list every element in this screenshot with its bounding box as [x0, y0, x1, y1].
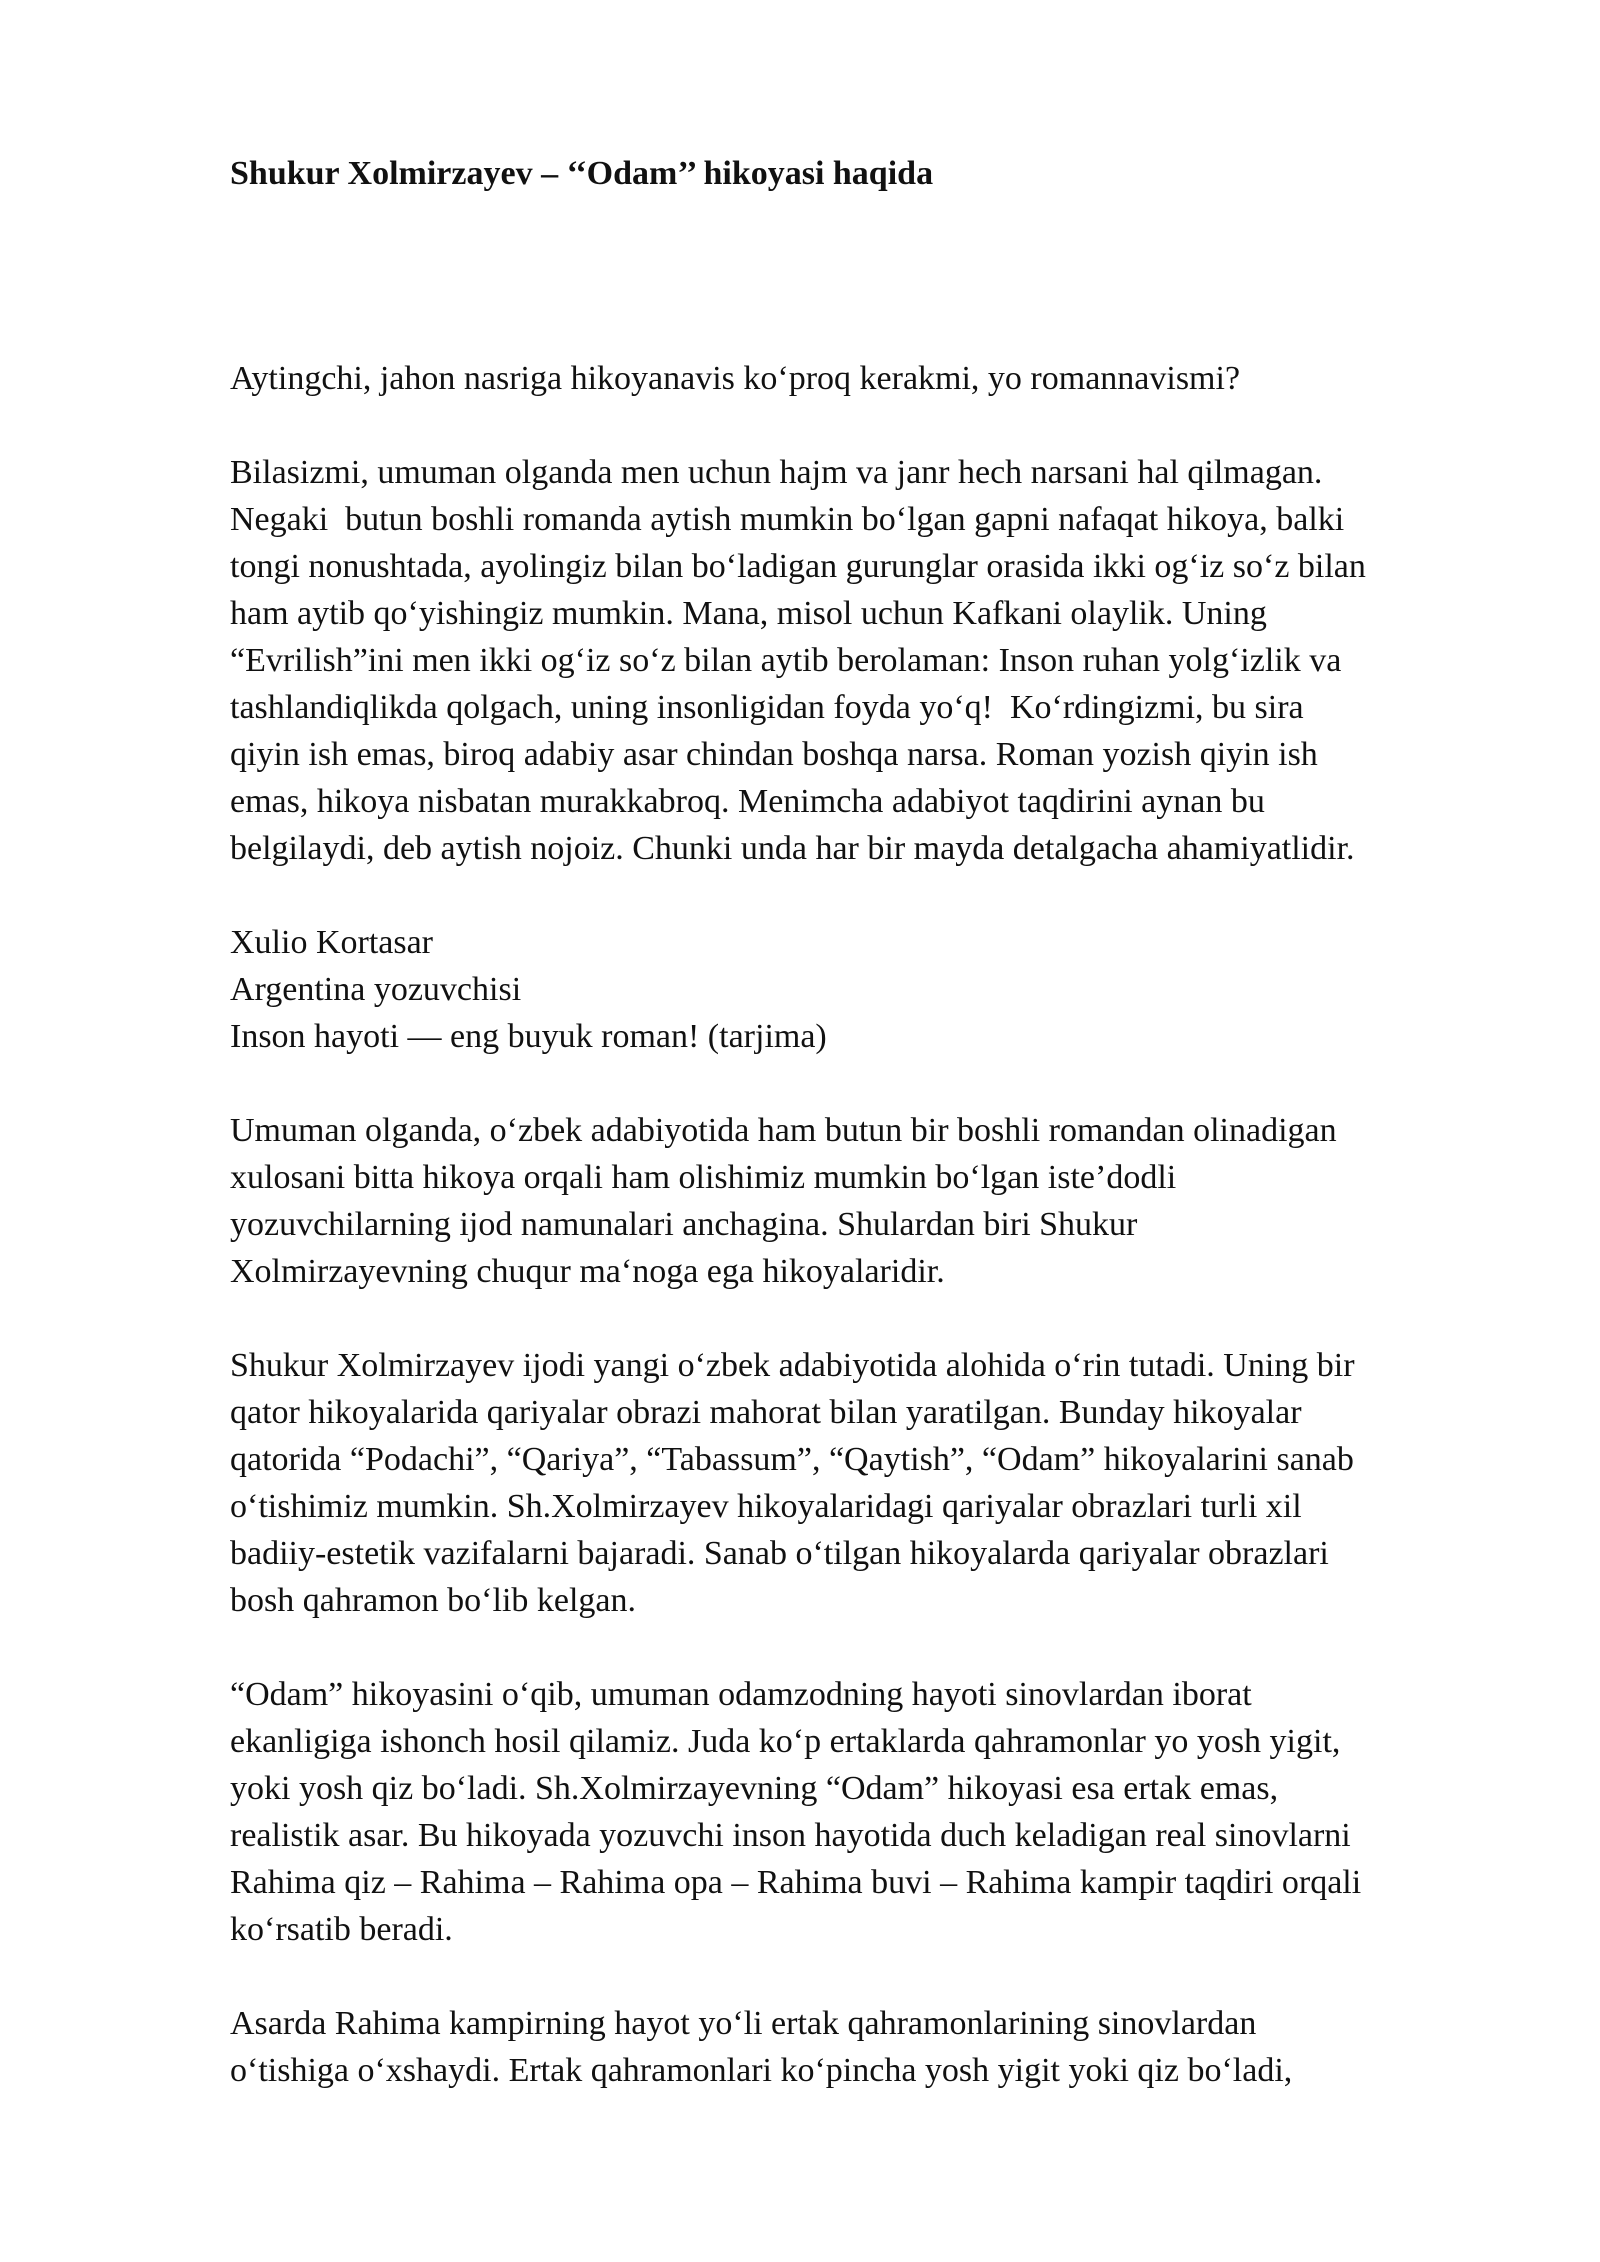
- text-line: ham aytib qo‘yishingiz mumkin. Mana, misol uchun Kafkani olaylik. Uning: [230, 595, 1267, 632]
- body-paragraph: [230, 1671, 1530, 1953]
- text-line: Aytingchi, jahon nasriga hikoyanavis ko‘proq kerakmi, yo romannavismi?: [230, 360, 1241, 397]
- text-line: badiiy-estetik vazifalarni bajaradi. Sanab o‘tilgan hikoyalarda qariyalar obrazlari: [230, 1535, 1329, 1572]
- question-paragraph: [230, 355, 1530, 402]
- body-paragraph: [230, 2000, 1530, 2094]
- document-title: Shukur Xolmirzayev – ‘‘Odam’’ hikoyasi haqida: [230, 155, 934, 192]
- text-line: “Odam” hikoyasini o‘qib, umuman odamzodning hayoti sinovlardan iborat: [230, 1676, 1252, 1713]
- attribution-paragraph: [230, 919, 1530, 1060]
- source-title: Inson hayoti — eng buyuk roman! (tarjima): [230, 1018, 827, 1055]
- author-description: Argentina yozuvchisi: [230, 971, 522, 1008]
- text-line: qiyin ish emas, biroq adabiy asar chindan boshqa narsa. Roman yozish qiyin ish: [230, 736, 1318, 773]
- document-body: [230, 355, 1530, 2141]
- text-line: Negaki butun boshli romanda aytish mumkin bo‘lgan gapni nafaqat hikoya, balki: [230, 501, 1345, 538]
- text-line: Asarda Rahima kampirning hayot yo‘li ertak qahramonlarining sinovlardan: [230, 2005, 1257, 2042]
- text-line: Xolmirzayevning chuqur ma‘noga ega hikoyalaridir.: [230, 1253, 945, 1290]
- text-line: Umuman olganda, o‘zbek adabiyotida ham butun bir boshli romandan olinadigan: [230, 1112, 1337, 1149]
- text-line: tashlandiqlikda qolgach, uning insonligidan foyda yo‘q! Ko‘rdingizmi, bu sira: [230, 689, 1304, 726]
- answer-paragraph: [230, 449, 1530, 872]
- text-line: Rahima qiz – Rahima – Rahima opa – Rahima buvi – Rahima kampir taqdiri orqali: [230, 1864, 1362, 1901]
- text-line: yozuvchilarning ijod namunalari anchagina. Shulardan biri Shukur: [230, 1206, 1138, 1243]
- text-line: o‘tishiga o‘xshaydi. Ertak qahramonlari ko‘pincha yosh yigit yoki qiz bo‘ladi,: [230, 2052, 1293, 2089]
- text-line: tongi nonushtada, ayolingiz bilan bo‘ladigan gurunglar orasida ikki og‘iz so‘z bilan: [230, 548, 1366, 585]
- author-name: Xulio Kortasar: [230, 924, 434, 961]
- text-line: ekanligiga ishonch hosil qilamiz. Juda ko‘p ertaklarda qahramonlar yo yosh yigit,: [230, 1723, 1341, 1760]
- body-paragraph: [230, 1342, 1530, 1624]
- text-line: ko‘rsatib beradi.: [230, 1911, 453, 1948]
- text-line: bosh qahramon bo‘lib kelgan.: [230, 1582, 637, 1619]
- text-line: “Evrilish”ini men ikki og‘iz so‘z bilan aytib berolaman: Inson ruhan yolg‘izlik va: [230, 642, 1342, 679]
- text-line: qator hikoyalarida qariyalar obrazi mahorat bilan yaratilgan. Bunday hikoyalar: [230, 1394, 1302, 1431]
- body-paragraph: [230, 1107, 1530, 1295]
- text-line: realistik asar. Bu hikoyada yozuvchi inson hayotida duch keladigan real sinovlarni: [230, 1817, 1351, 1854]
- text-line: xulosani bitta hikoya orqali ham olishimiz mumkin bo‘lgan iste’dodli: [230, 1159, 1177, 1196]
- text-line: Shukur Xolmirzayev ijodi yangi o‘zbek adabiyotida alohida o‘rin tutadi. Uning bir: [230, 1347, 1355, 1384]
- text-line: emas, hikoya nisbatan murakkabroq. Menimcha adabiyot taqdirini aynan bu: [230, 783, 1265, 820]
- text-line: Bilasizmi, umuman olganda men uchun hajm va janr hech narsani hal qilmagan.: [230, 454, 1323, 491]
- text-line: yoki yosh qiz bo‘ladi. Sh.Xolmirzayevning “Odam” hikoyasi esa ertak emas,: [230, 1770, 1279, 1807]
- text-line: o‘tishimiz mumkin. Sh.Xolmirzayev hikoyalaridagi qariyalar obrazlari turli xil: [230, 1488, 1302, 1525]
- text-line: belgilaydi, deb aytish nojoiz. Chunki unda har bir mayda detalgacha ahamiyatlidir.: [230, 830, 1355, 867]
- text-line: qatorida “Podachi”, “Qariya”, “Tabassum”, “Qaytish”, “Odam” hikoyalarini sanab: [230, 1441, 1354, 1478]
